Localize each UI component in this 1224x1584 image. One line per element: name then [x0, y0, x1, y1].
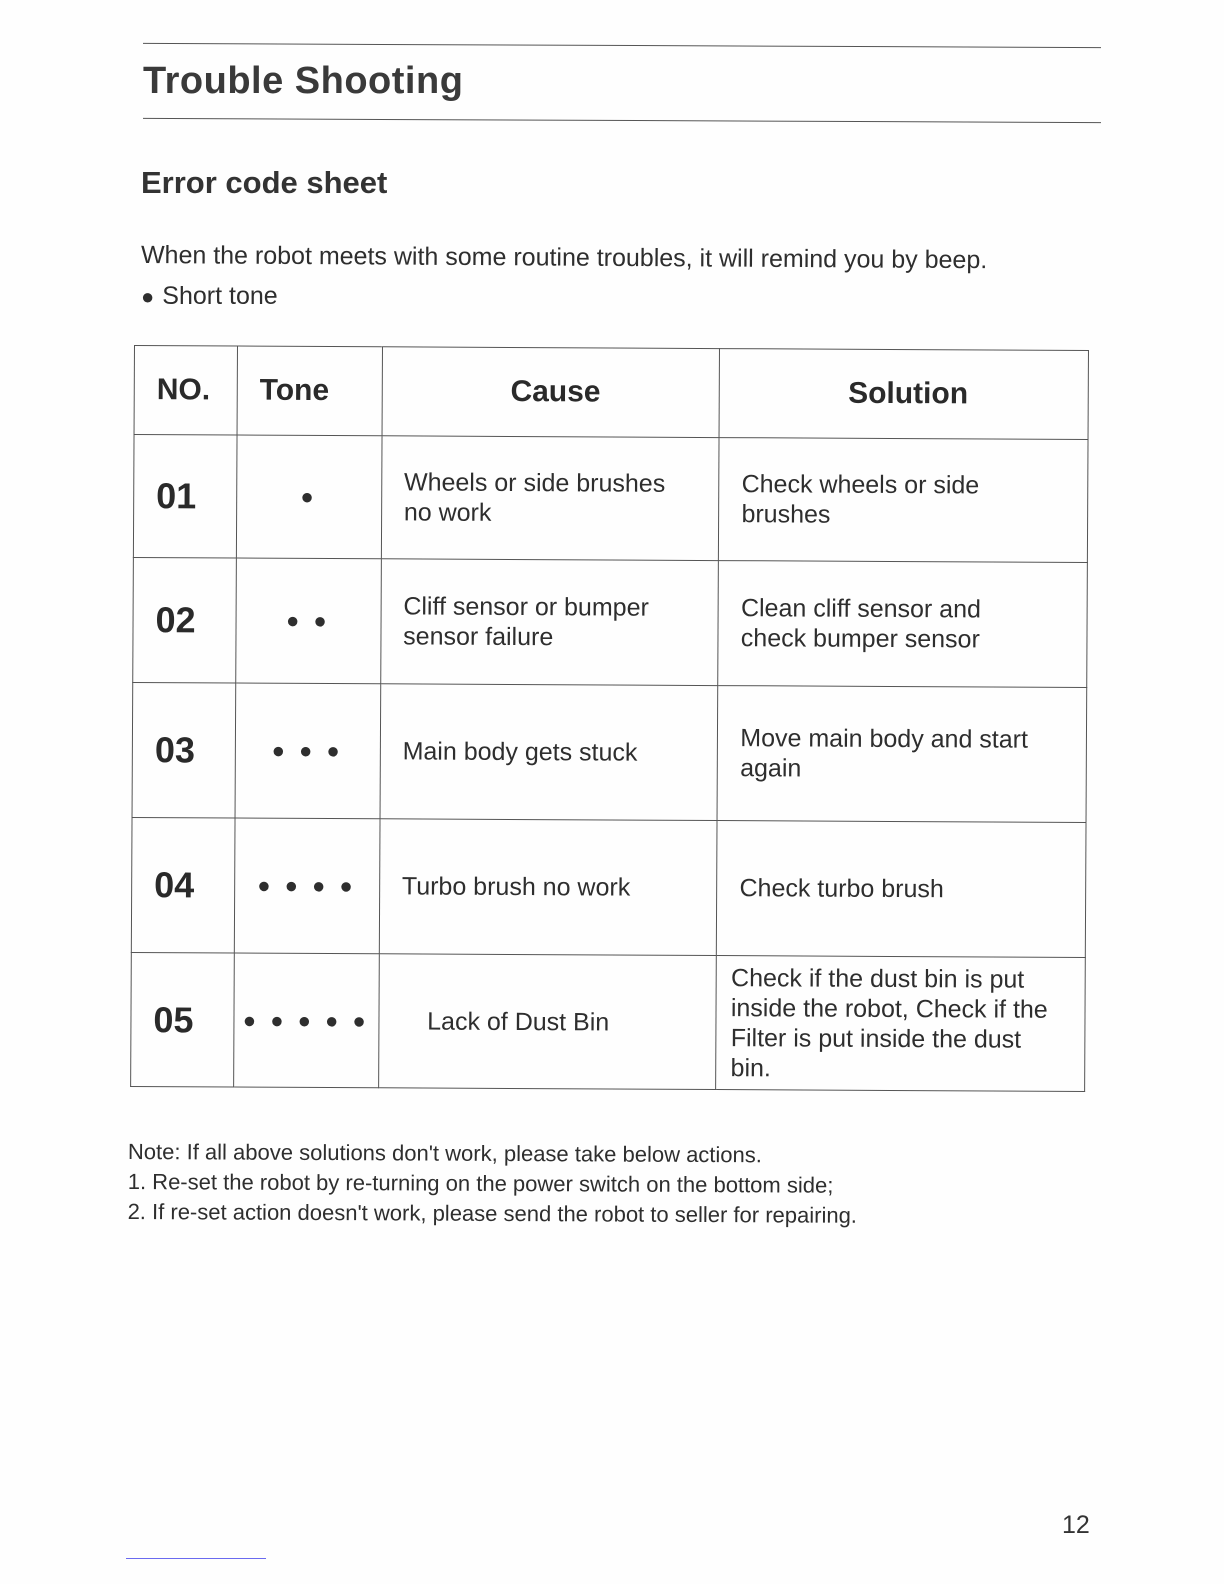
section-subtitle: Error code sheet	[141, 165, 388, 200]
header-solution: Solution	[719, 349, 1088, 440]
table-row	[133, 435, 1088, 563]
row-solution: Check turbo brush	[717, 821, 1086, 958]
row-tone: ●	[236, 435, 381, 559]
page-number: 12	[1062, 1511, 1090, 1539]
row-tone: ● ● ● ●	[234, 818, 380, 954]
short-tone-label: Short tone	[162, 282, 278, 310]
title-underline	[143, 118, 1101, 123]
table-row	[132, 682, 1087, 822]
row-cause: Main body gets stuck	[380, 684, 718, 821]
row-cause: Cliff sensor or bumper sensor failure	[380, 559, 718, 686]
note-block	[128, 1137, 858, 1231]
note-intro: Note: If all above solutions don't work, please take below actions.	[127, 1139, 762, 1168]
row-cause: Wheels or side brushes no work	[381, 436, 719, 561]
top-rule	[143, 43, 1101, 48]
short-tone-legend	[141, 282, 278, 311]
row-no: 01	[133, 435, 237, 559]
row-solution: Move main body and start again	[717, 686, 1086, 823]
row-tone: ● ● ● ● ●	[234, 953, 380, 1088]
row-no: 04	[131, 817, 235, 953]
row-no: 05	[131, 952, 235, 1087]
bullet-dot-icon: ●	[141, 284, 155, 309]
note-step-2: 2. If re-set action doesn't work, please send the robot to seller for repairing.	[127, 1198, 858, 1228]
table-row	[133, 557, 1088, 687]
row-tone: ● ●	[236, 558, 381, 684]
table-row	[131, 817, 1086, 957]
table-header-row	[134, 346, 1088, 440]
row-solution: Check if the dust bin is put inside the robot, Check if the Filter is put inside the dust bin.	[716, 956, 1085, 1092]
error-code-table	[130, 345, 1089, 1092]
row-no: 02	[133, 557, 237, 683]
bottom-underline	[126, 1558, 266, 1559]
row-cause: Lack of Dust Bin	[378, 954, 716, 1090]
row-no: 03	[132, 682, 236, 818]
note-step-1: 1. Re-set the robot by re-turning on the power switch on the bottom side;	[127, 1168, 834, 1198]
row-cause: Turbo brush no work	[379, 819, 717, 956]
header-tone: Tone	[237, 346, 382, 436]
intro-text: When the robot meets with some routine troubles, it will remind you by beep.	[140, 241, 988, 275]
row-solution: Check wheels or side brushes	[719, 438, 1088, 563]
page-title: Trouble Shooting	[143, 60, 464, 102]
header-cause: Cause	[382, 347, 720, 438]
header-no: NO.	[134, 346, 237, 436]
table-row	[131, 952, 1086, 1091]
row-tone: ● ● ●	[235, 683, 381, 819]
row-solution: Clean cliff sensor and check bumper sensor	[718, 561, 1087, 688]
